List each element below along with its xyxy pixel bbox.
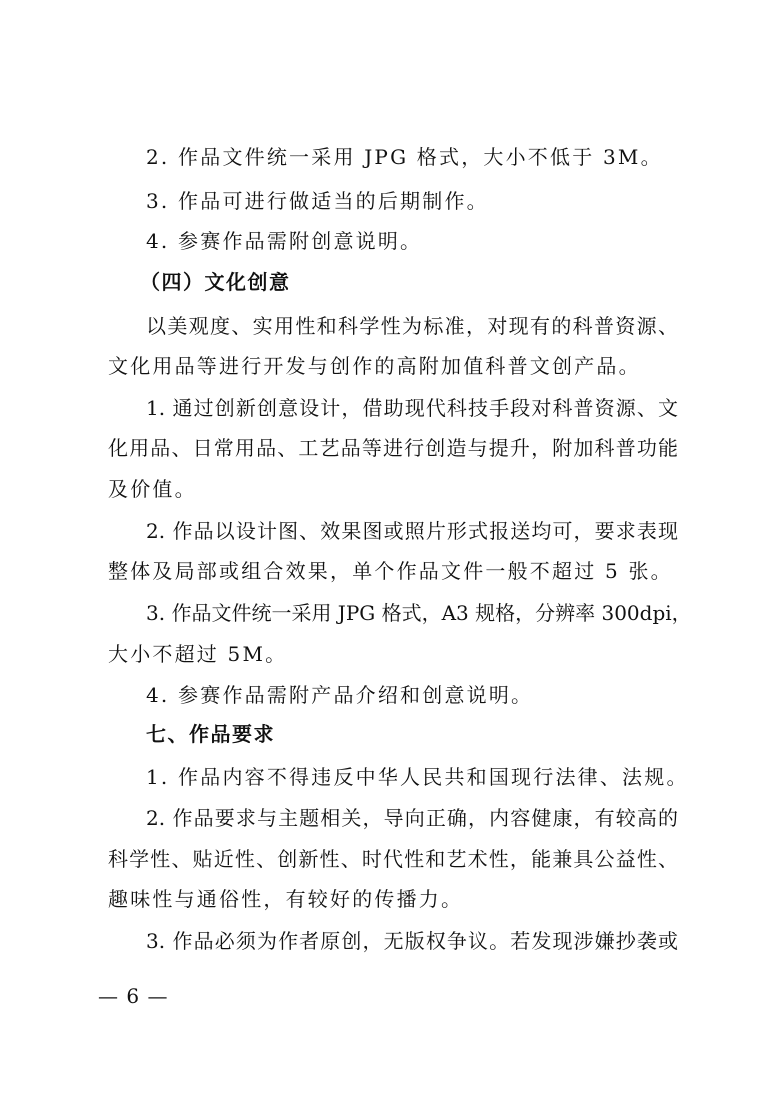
paragraph-line: 大小不超过 5M。: [108, 642, 288, 666]
paragraph-line: 3. 作品文件统一采用 JPG 格式，A3 规格，分辨率 300dpi，: [146, 601, 692, 625]
paragraph-line: 1. 通过创新创意设计，借助现代科技手段对科普资源、文: [146, 396, 678, 420]
paragraph-line: 3. 作品必须为作者原创，无版权争议。若发现涉嫌抄袭或: [146, 929, 678, 953]
paragraph-line: 及价值。: [108, 477, 197, 501]
paragraph-line: 3. 作品可进行做适当的后期制作。: [146, 189, 489, 213]
paragraph-line: 1. 作品内容不得违反中华人民共和国现行法律、法规。: [146, 765, 689, 789]
section-heading: 七、作品要求: [146, 722, 275, 746]
paragraph-line: 以美观度、实用性和科学性为标准，对现有的科普资源、: [146, 314, 678, 338]
paragraph-line: 2. 作品要求与主题相关，导向正确，内容健康，有较高的: [146, 806, 678, 830]
paragraph-line: 化用品、日常用品、工艺品等进行创造与提升，附加科普功能: [108, 436, 678, 460]
paragraph-line: 4. 参赛作品需附创意说明。: [146, 229, 423, 253]
paragraph-line: 2. 作品以设计图、效果图或照片形式报送均可，要求表现: [146, 519, 678, 543]
paragraph-line: 整体及局部或组合效果，单个作品文件一般不超过 5 张。: [108, 559, 673, 583]
paragraph-line: 科学性、贴近性、创新性、时代性和艺术性，能兼具公益性、: [108, 847, 678, 871]
paragraph-line: 文化用品等进行开发与创作的高附加值科普文创产品。: [108, 354, 641, 378]
section-heading: （四）文化创意: [140, 270, 291, 294]
paragraph-line: 2. 作品文件统一采用 JPG 格式，大小不低于 3M。: [146, 145, 663, 169]
paragraph-line: 4. 参赛作品需附产品介绍和创意说明。: [146, 683, 534, 707]
page-number: — 6 —: [98, 984, 169, 1008]
paragraph-line: 趣味性与通俗性，有较好的传播力。: [108, 887, 464, 911]
